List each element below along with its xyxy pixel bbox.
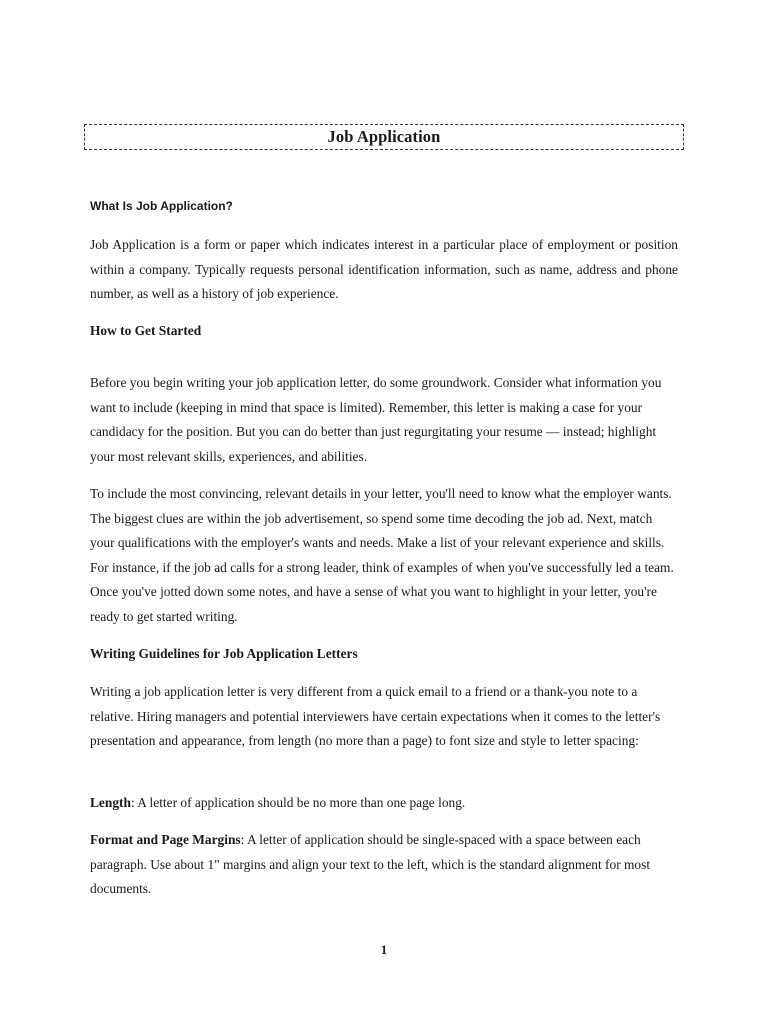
paragraph-guidelines: Writing a job application letter is very different from a quick email to a friend or a thank-you note to a relative. Hiring managers and potential interviewers have certain expectations when it comes to the letter's presentation and appearance, from length (no more than a page) to font size and style to letter spacing: (90, 684, 661, 749)
format-text: : A letter of application should be single-spaced with a space between each paragraph. Use about 1" margins and align your text to the left, which is the standard alignment for most documents. (90, 832, 651, 897)
length-text: : A letter of application should be no more than one page long. (130, 795, 466, 810)
section-heading-writing-guidelines: Writing Guidelines for Job Application Letters (90, 646, 358, 661)
paragraph-groundwork: Before you begin writing your job application letter, do some groundwork. Consider what information you want to include (keeping in mind that space is limited). Remember, this letter is making a case for your candidacy for the position. But you can do better than just regurgitating your resume — instead; highlight your most relevant skills, experiences, and abilities. (90, 375, 662, 464)
paragraph-format (90, 828, 678, 902)
section-heading-what-is: What Is Job Application? (90, 199, 233, 213)
page-number: 1 (380, 943, 388, 957)
section-heading-get-started: How to Get Started (90, 323, 202, 338)
length-label: Length (90, 795, 131, 810)
format-label: Format and Page Margins (90, 832, 241, 847)
paragraph-definition: Job Application is a form or paper which indicates interest in a particular place of employment or position within a company. Typically requests personal identification information, such as name, address and phone number, as well as a history of job experience. (90, 237, 678, 302)
paragraph-employer-wants: To include the most convincing, relevant details in your letter, you'll need to know what the employer wants. The biggest clues are within the job advertisement, so spend some time decoding the job ad. Next, match your qualifications with the employer's wants and needs. Make a list of your relevant experience and skills. For instance, if the job ad calls for a strong leader, think of examples of when you've successfully led a team. Once you've jotted down some notes, and have a sense of what you want to highlight in your letter, you're ready to get started writing. (90, 486, 674, 624)
title-box (84, 124, 684, 150)
page-title: Job Application (327, 127, 441, 146)
paragraph-length (90, 791, 678, 816)
